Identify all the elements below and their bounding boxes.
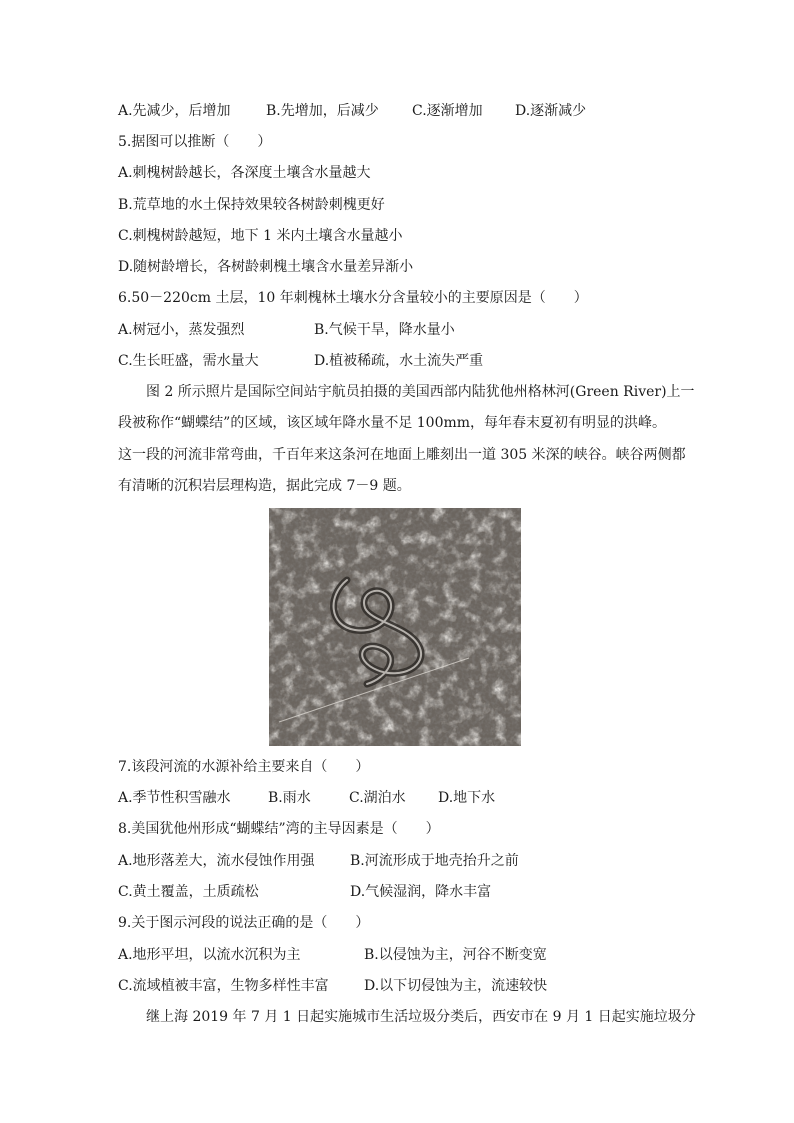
q7-option-c: C.湖泊水 (349, 790, 406, 806)
q6-option-d: D.植被稀疏，水土流失严重 (314, 353, 484, 369)
passage1-line-2: 段被称作“蝴蝶结”的区域，该区域年降水量不足 100mm，每年春末夏初有明显的洪峰。 (118, 415, 667, 431)
q4-option-b: B.先增加，后减少 (266, 103, 379, 119)
q6-option-c: C.生长旺盛，需水量大 (118, 353, 259, 369)
q7-option-a: A.季节性积雪融水 (118, 790, 231, 806)
passage1-line-1: 图 2 所示照片是国际空间站宇航员拍摄的美国西部内陆犹他州格林河(Green River)上一 (146, 384, 695, 400)
q8-option-a: A.地形落差大，流水侵蚀作用强 (118, 853, 315, 869)
passage2-line-1: 继上海 2019 年 7 月 1 日起实施城市生活垃圾分类后，西安市在 9 月 1 日起实施垃圾分 (146, 1009, 696, 1025)
q7-stem: 7.该段河流的水源补给主要来自（ ） (118, 759, 370, 775)
q5-option-c: C.刺槐树龄越短，地下 1 米内土壤含水量越小 (118, 228, 403, 244)
q6-stem: 6.50－220cm 土层，10 年刺槐林土壤水分含量较小的主要原因是（ ） (118, 290, 588, 306)
q8-option-d: D.气候湿润，降水丰富 (350, 884, 492, 900)
q7-option-b: B.雨水 (268, 790, 311, 806)
q5-option-d: D.随树龄增长，各树龄刺槐土壤含水量差异渐小 (118, 259, 414, 275)
q9-option-c: C.流域植被丰富，生物多样性丰富 (118, 978, 329, 994)
q4-option-d: D.逐渐减少 (515, 103, 587, 119)
q4-option-c: C.逐渐增加 (412, 103, 483, 119)
q7-option-d: D.地下水 (438, 790, 496, 806)
q5-option-b: B.荒草地的水土保持效果较各树龄刺槐更好 (118, 197, 385, 213)
q8-option-b: B.河流形成于地壳抬升之前 (350, 853, 519, 869)
q8-option-c: C.黄土覆盖，土质疏松 (118, 884, 259, 900)
q9-option-a: A.地形平坦，以流水沉积为主 (118, 947, 301, 963)
q9-stem: 9.关于图示河段的说法正确的是（ ） (118, 915, 370, 931)
q8-stem: 8.美国犹他州形成“蝴蝶结”湾的主导因素是（ ） (118, 821, 440, 837)
q9-option-d: D.以下切侵蚀为主，流速较快 (364, 978, 548, 994)
q5-option-a: A.刺槐树龄越长，各深度土壤含水量越大 (118, 165, 371, 181)
passage1-line-3: 这一段的河流非常弯曲，千百年来这条河在地面上雕刻出一道 305 米深的峡谷。峡谷两侧都 (118, 447, 686, 463)
q6-option-b: B.气候干旱，降水量小 (314, 322, 455, 338)
q9-option-b: B.以侵蚀为主，河谷不断变宽 (364, 947, 547, 963)
q5-stem: 5.据图可以推断（ ） (118, 134, 272, 150)
q6-option-a: A.树冠小，蒸发强烈 (118, 322, 245, 338)
passage1-line-4: 有清晰的沉积岩层理构造，据此完成 7－9 题。 (118, 478, 411, 494)
satellite-photo-river-bend (269, 508, 521, 746)
q4-option-a: A.先减少，后增加 (118, 103, 231, 119)
